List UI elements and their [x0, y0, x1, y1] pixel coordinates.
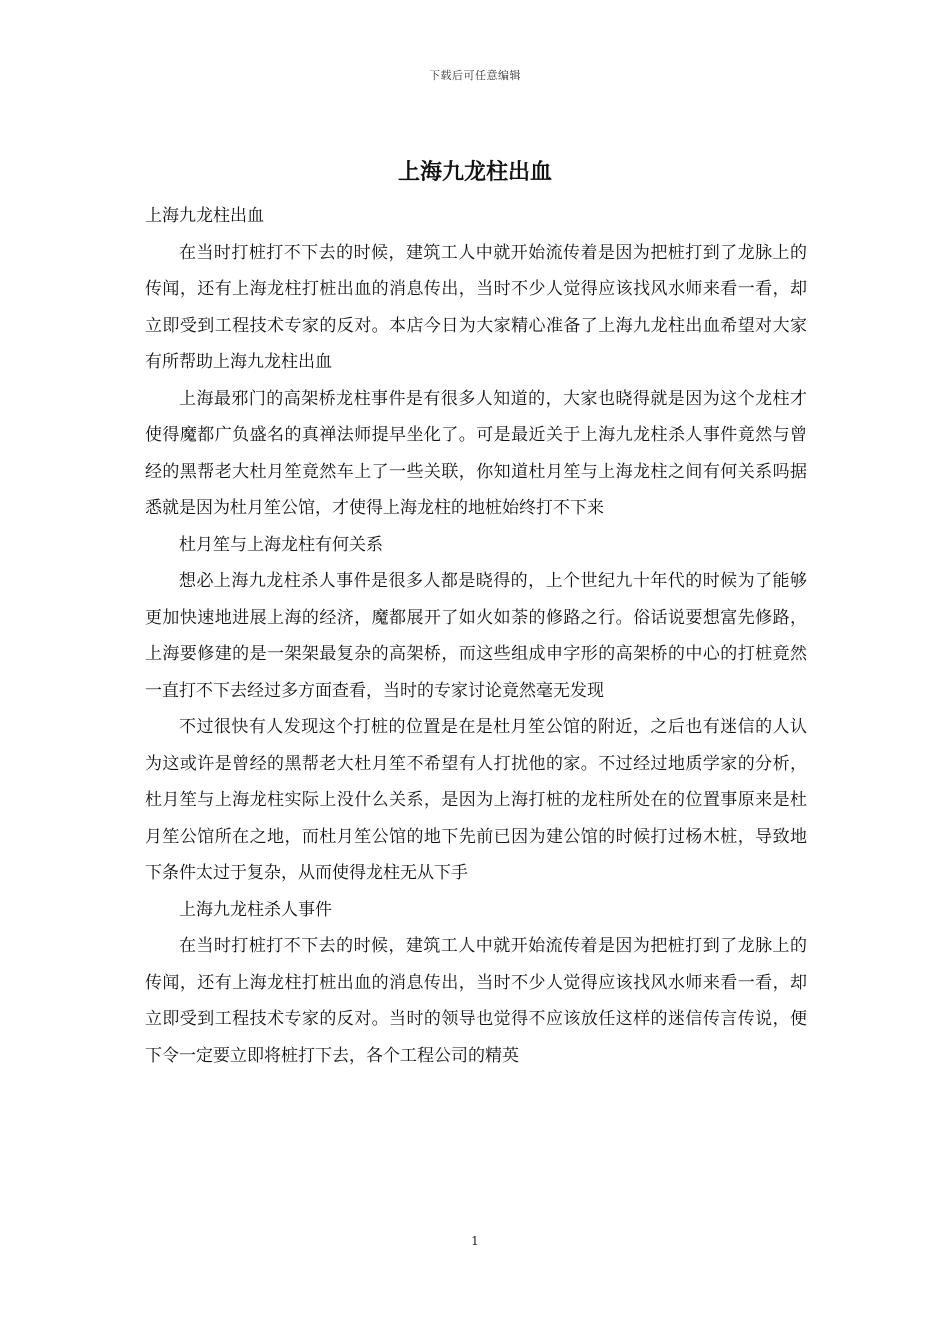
section-heading: 上海九龙柱杀人事件	[179, 899, 332, 920]
page-number: 1	[471, 1234, 479, 1248]
body-paragraph: 不过很快有人发现这个打桩的位置是在是杜月笙公馆的附近，之后也有迷信的人认为这或许是曾经的黑帮老大杜月笙不希望有人打扰他的家。不过经过地质学家的分析，杜月笙与上海龙柱实际上没什么关系，是因为上海打桩的龙柱所处在的位置事原来是杜月笙公馆所在之地，而杜月笙公馆的地下先前已因为建公馆的时候打过杨木桩，导致地下条件太过于复杂，从而使得龙柱无从下手	[145, 717, 807, 883]
body-paragraph: 在当时打桩打不下去的时候，建筑工人中就开始流传着是因为把桩打到了龙脉上的传闻，还有上海龙柱打桩出血的消息传出，当时不少人觉得应该找风水师来看一看，却立即受到工程技术专家的反对。本店今日为大家精心准备了上海九龙柱出血希望对大家有所帮助上海九龙柱出血	[145, 242, 807, 372]
body-paragraph: 想必上海九龙柱杀人事件是很多人都是晓得的，上个世纪九十年代的时候为了能够更加快速地进展上海的经济，魔都展开了如火如荼的修路之行。俗话说要想富先修路，上海要修建的是一架架最复杂的高架桥，而这些组成申字形的高架桥的中心的打桩竟然一直打不下去经过多方面查看，当时的专家讨论竟然毫无发现	[145, 571, 807, 701]
body-paragraph: 在当时打桩打不下去的时候，建筑工人中就开始流传着是因为把桩打到了龙脉上的传闻，还有上海龙柱打桩出血的消息传出，当时不少人觉得应该找风水师来看一看，却立即受到工程技术专家的反对。当时的领导也觉得不应该放任这样的迷信传言传说，便下令一定要立即将桩打下去，各个工程公司的精英	[145, 936, 807, 1066]
section-heading: 杜月笙与上海龙柱有何关系	[179, 534, 383, 555]
document-title: 上海九龙柱出血	[397, 159, 552, 185]
document-body	[145, 198, 807, 1074]
page-header: 下载后可任意编辑	[429, 69, 521, 82]
body-paragraph: 上海最邪门的高架桥龙柱事件是有很多人知道的，大家也晓得就是因为这个龙柱才使得魔都广负盛名的真禅法师提早坐化了。可是最近关于上海九龙柱杀人事件竟然与曾经的黑帮老大杜月笙竟然车上了一些关联，你知道杜月笙与上海龙柱之间有何关系吗据悉就是因为杜月笙公馆，才使得上海龙柱的地桩始终打不下来	[145, 388, 807, 518]
body-paragraph: 上海九龙柱出血	[145, 206, 264, 226]
